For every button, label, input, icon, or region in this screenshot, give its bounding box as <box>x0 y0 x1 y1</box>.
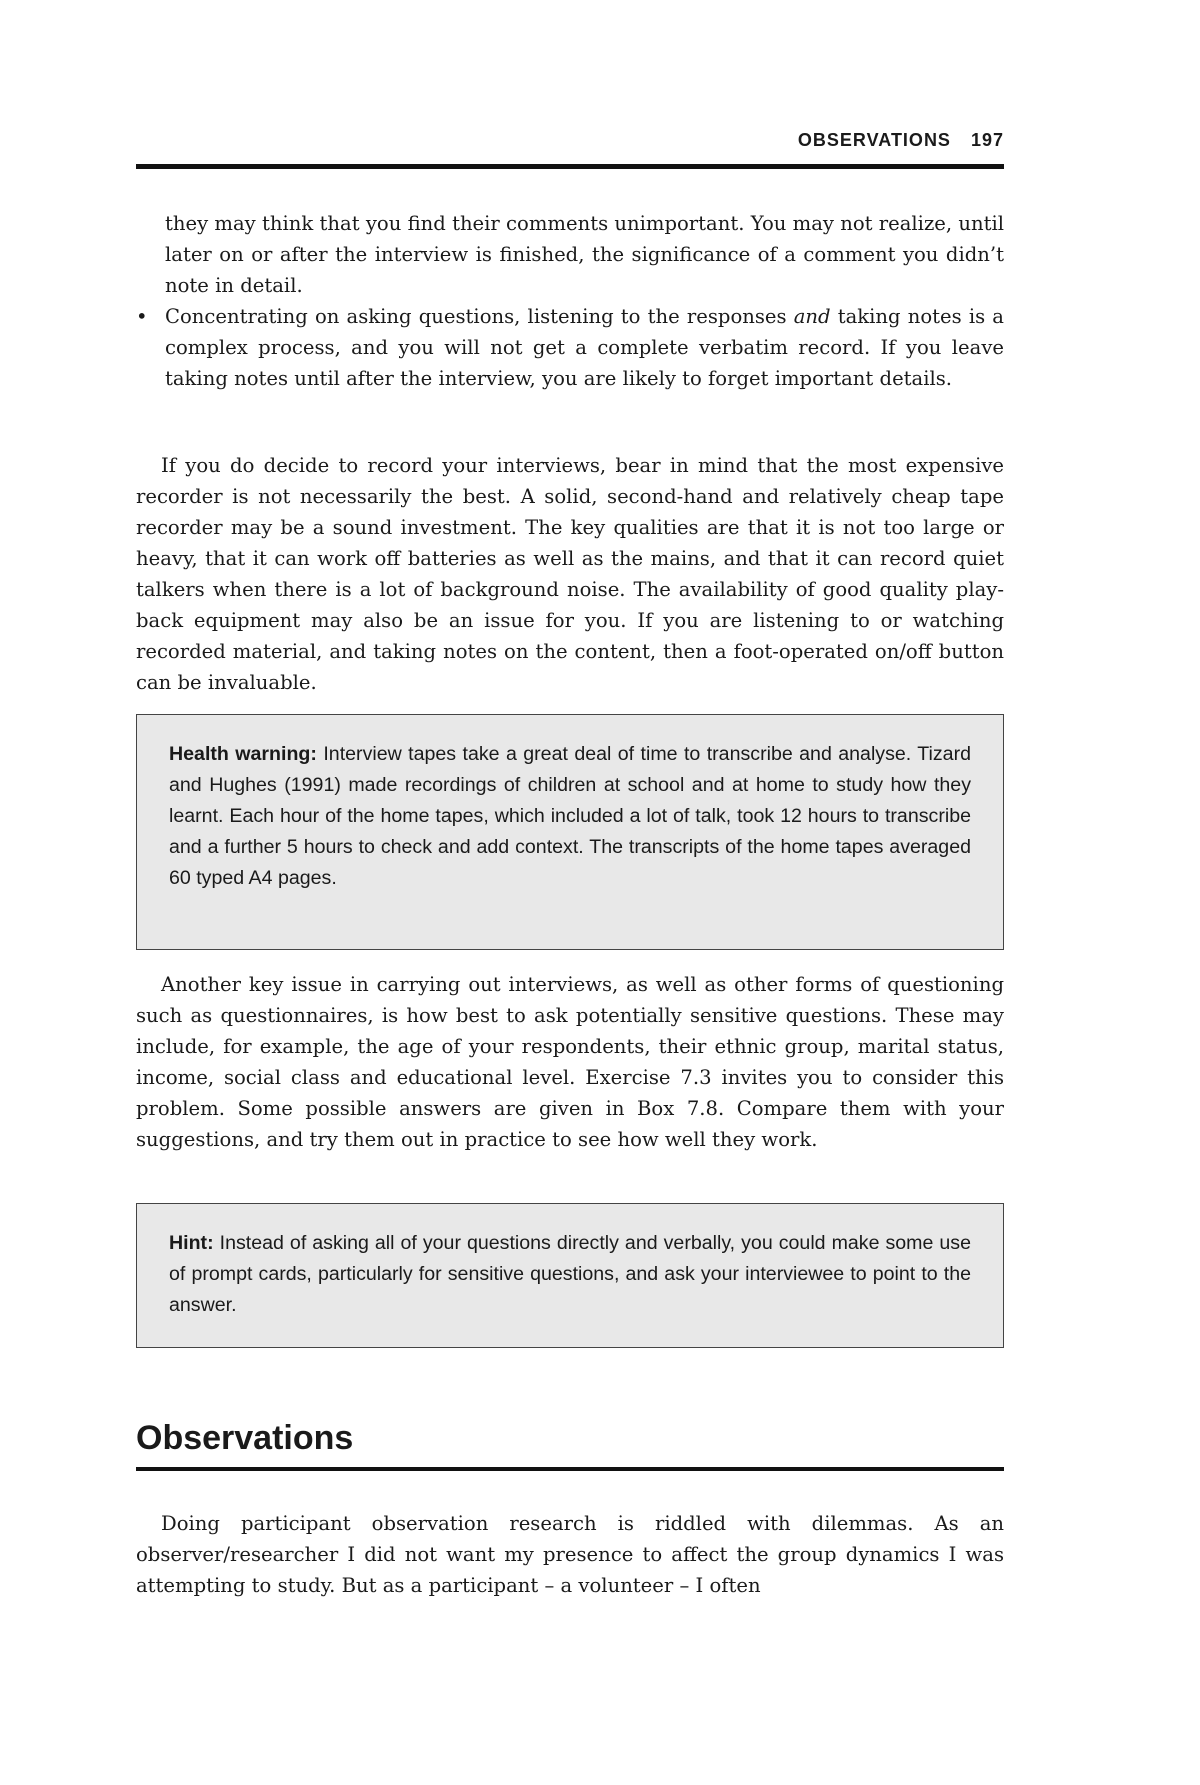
sensitive-questions-paragraph: Another key issue in carrying out interviews, as well as other forms of questioning such as questionnaires, is how best to ask potentially sensitive questions. These may include, for example, the age of your respondents, their ethnic group, marital status, income, social class and educational level. Exercise 7.3 invites you to consider this problem. Some possible answers are given in Box 7.8. Compare them with your suggestions, and try them out in practice to see how well they work. <box>136 973 1004 1151</box>
bullet-emphasis: and <box>793 305 831 328</box>
health-warning-text: Interview tapes take a great deal of time to transcribe and analyse. Tizard and Hughes (1991) made recordings of children at school and at home to study how they learnt. Each hour of the home tapes, which included a lot of talk, took 12 hours to transcribe and a further 5 hours to check and add context. The transcripts of the home tapes averaged 60 typed A4 pages. <box>169 743 971 889</box>
recording-paragraph-block <box>136 450 1004 698</box>
hint-box <box>136 1203 1004 1348</box>
health-warning-label: Health warning: <box>169 743 317 765</box>
hint-label: Hint: <box>169 1232 214 1254</box>
continued-bullet-text: they may think that you find their comments unimportant. You may not realize, until later on or after the interview is finished, the significance of a comment you didn’t note in detail. <box>165 212 1004 297</box>
sensitive-questions-block <box>136 969 1004 1155</box>
hint-text: Instead of asking all of your questions directly and verbally, you could make some use of prompt cards, particularly for sensitive questions, and ask your interviewee to point to the answer. <box>169 1232 971 1316</box>
bullet-item <box>136 301 1004 394</box>
running-head <box>136 130 1004 151</box>
bullet-text-start: Concentrating on asking questions, listening to the responses <box>165 305 794 328</box>
health-warning-box <box>136 714 1004 950</box>
bullet-text-end: taking notes is a complex process, and you will not get a complete verbatim record. If you leave taking notes until after the interview, you are likely to forget important details. <box>165 305 1004 390</box>
bullet-list-block <box>136 208 1004 394</box>
observations-paragraph: Doing participant observation research is riddled with dilemmas. As an observer/researcher I did not want my presence to affect the group dynamics I was attempting to study. But as a participant – a volunteer – I often <box>136 1512 1004 1597</box>
running-title: OBSERVATIONS <box>797 130 951 150</box>
recording-paragraph: If you do decide to record your interviews, bear in mind that the most expensive recorder is not necessarily the best. A solid, second-hand and relatively cheap tape recorder may be a sound investment. The key qualities are that it is not too large or heavy, that it can work off batteries as well as the mains, and that it can record quiet talkers when there is a lot of background noise. The availability of good quality play-back equipment may also be an issue for you. If you are listening to or watching recorded material, and taking notes on the content, then a foot-operated on/off button can be invaluable. <box>136 454 1004 694</box>
section-heading: Observations <box>136 1419 354 1457</box>
section-rule <box>136 1467 1004 1471</box>
header-rule <box>136 164 1004 169</box>
bullet-icon: • <box>136 305 148 328</box>
page-number: 197 <box>970 130 1004 150</box>
observations-paragraph-block <box>136 1508 1004 1601</box>
